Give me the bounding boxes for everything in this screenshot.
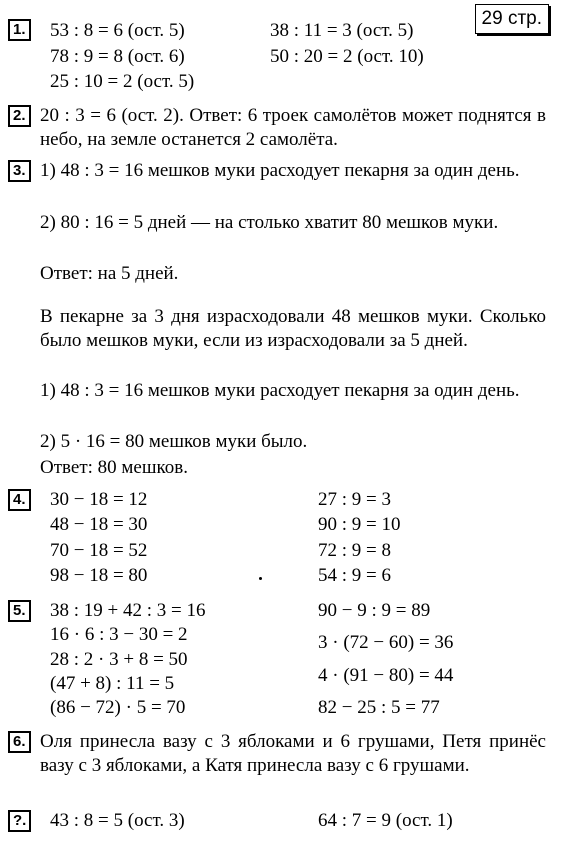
- task-7-equation: 64 : 7 = 9 (ост. 1): [318, 810, 453, 831]
- task-2-number: 2.: [8, 105, 31, 127]
- task-3-number: 3.: [8, 160, 31, 182]
- task-3-reverse-problem: В пекарне за 3 дня израсходовали 48 мешков муки. Сколько было мешков муки, если из израсходовали за 5 дней.: [40, 306, 546, 351]
- task-4-equation: 27 : 9 = 3: [318, 489, 391, 510]
- task-4-equation: 54 : 9 = 6: [318, 565, 391, 586]
- task-3-reverse-answer: Ответ: 80 мешков.: [40, 457, 188, 478]
- task-7-equation: 43 : 8 = 5 (ост. 3): [50, 810, 185, 831]
- task-3-answer: Ответ: на 5 дней.: [40, 263, 179, 284]
- task-4-equation: 70 − 18 = 52: [50, 540, 148, 561]
- task-4-equation: 30 − 18 = 12: [50, 489, 148, 510]
- task-3-reverse-step-2: 2) 5 · 16 = 80 мешков муки было.: [40, 431, 308, 452]
- task-6-answer: Оля принесла вазу с 3 яблоками и 6 грушами, Петя принёс вазу с 3 яблоками, а Катя принесла вазу с 6 грушами.: [40, 731, 546, 776]
- task-5-equation: 38 : 19 + 42 : 3 = 16: [50, 600, 206, 621]
- task-7-number: ?.: [8, 810, 31, 832]
- task-3-step-1: 1) 48 : 3 = 16 мешков муки расходует пекарня за один день.: [40, 160, 520, 181]
- task-5-equation: 82 − 25 : 5 = 77: [318, 697, 440, 718]
- task-1-equation: 78 : 9 = 8 (ост. 6): [50, 46, 185, 67]
- task-5-equation: (86 − 72) · 5 = 70: [50, 697, 186, 718]
- task-4-equation: 90 : 9 = 10: [318, 514, 401, 535]
- task-1-equation: 53 : 8 = 6 (ост. 5): [50, 20, 185, 41]
- task-5-equation: 3 · (72 − 60) = 36: [318, 632, 454, 653]
- task-5-equation: 28 : 2 · 3 + 8 = 50: [50, 649, 188, 670]
- task-4-equation: 48 − 18 = 30: [50, 514, 148, 535]
- task-6-number: 6.: [8, 731, 31, 753]
- task-5-equation: (47 + 8) : 11 = 5: [50, 673, 175, 694]
- task-2-answer: 20 : 3 = 6 (ост. 2). Ответ: 6 троек самолётов может поднятся в небо, на земле останется 2 самолёта.: [40, 105, 546, 150]
- task-1-equation: 25 : 10 = 2 (ост. 5): [50, 71, 195, 92]
- task-5-number: 5.: [8, 600, 31, 622]
- task-1-equation: 38 : 11 = 3 (ост. 5): [270, 20, 414, 41]
- task-5-equation: 16 · 6 : 3 − 30 = 2: [50, 624, 188, 645]
- page-number-label: 29 стр.: [475, 4, 549, 34]
- task-1-equation: 50 : 20 = 2 (ост. 10): [270, 46, 424, 67]
- task-4-number: 4.: [8, 489, 31, 511]
- task-5-equation: 4 · (91 − 80) = 44: [318, 665, 454, 686]
- task-4-equation: 98 − 18 = 80: [50, 565, 148, 586]
- task-3-reverse-step-1: 1) 48 : 3 = 16 мешков муки расходует пекарня за один день.: [40, 380, 520, 401]
- task-4-equation: 72 : 9 = 8: [318, 540, 391, 561]
- task-1-number: 1.: [8, 19, 31, 41]
- task-5-equation: 90 − 9 : 9 = 89: [318, 600, 431, 621]
- task-3-step-2: 2) 80 : 16 = 5 дней — на столько хватит 80 мешков муки.: [40, 212, 499, 233]
- stray-dot: [259, 577, 262, 580]
